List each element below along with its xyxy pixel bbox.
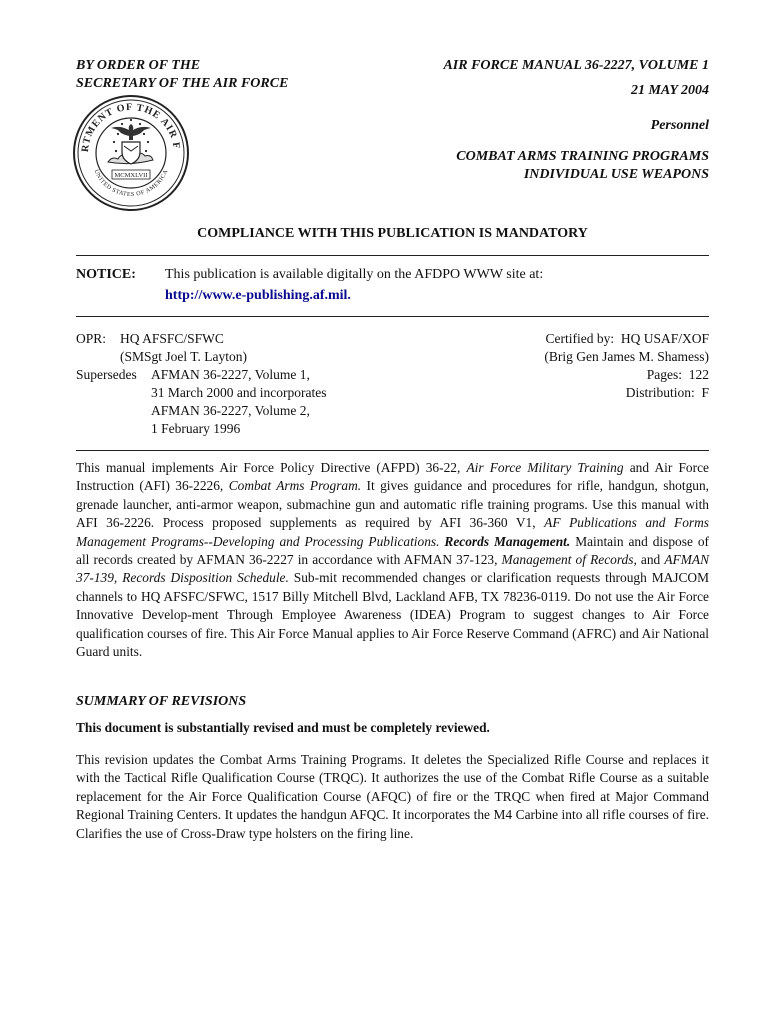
divider-1 [76,255,709,256]
svg-text:MCMXLVII: MCMXLVII [114,172,148,179]
supersedes-line-4: 1 February 1996 [151,421,241,436]
intro-disposition-schedule: AFMAN 37-139, Records Disposition Schedule. [76,552,709,586]
publication-date: 21 MAY 2004 [630,83,709,98]
intro-management-of-records: Management of Records, [501,552,637,568]
compliance-heading: COMPLIANCE WITH THIS PUBLICATION IS MANDATORY [197,226,588,241]
category: Personnel [650,118,709,133]
opr-person: (SMSgt Joel T. Layton) [120,349,247,364]
intro-publications-title: AF Publications and Forms Management Programs--Developing and Processing Publications. [76,515,709,549]
pages-label: Pages: [646,367,682,382]
supersedes-line-1: AFMAN 36-2227, Volume 1, [151,367,310,382]
svg-text:UNITED STATES OF AMERICA: UNITED STATES OF AMERICA [92,168,170,199]
intro-afi-title: Combat Arms Program. [228,478,362,494]
intro-text-2: and Air Force Instruction (AFI) 36-2226, [76,460,709,494]
by-order-line-2: SECRETARY OF THE AIR FORCE [76,76,289,91]
intro-text-1: This manual implements Air Force Policy Directive (AFPD) 36-22, [76,460,461,475]
summary-note: This document is substantially revised and must be completely reviewed. [76,720,490,735]
title-line-1: COMBAT ARMS TRAINING PROGRAMS [456,149,709,164]
intro-afpd-title: Air Force Military Training [466,460,624,475]
notice-label: NOTICE: [76,267,136,282]
intro-text-5: Maintain and dispose of all records created by AFMAN 36-2227 in accordance with AFMAN 37-123, [76,533,709,568]
intro-text-3: It gives guidance and procedures for rifle, handgun, shotgun, grenade launcher, anti-armor weapon, submachine gun and automatic rifle training programs. Use this manual with AFI 36-2226. Process proposed supplements as required by AFI 36-360 V1, [76,478,710,531]
summary-heading: SUMMARY OF REVISIONS [76,694,247,709]
certified-person: (Brig Gen James M. Shamess) [544,349,709,364]
svg-text:DEPARTMENT OF THE AIR FORCE: RTMENT OF THE AIR F [79,101,182,153]
opr-value: HQ AFSFC/SFWC [120,331,224,346]
by-order-line-1: BY ORDER OF THE [76,58,201,73]
notice-text: This publication is available digitally on the AFDPO WWW site at: [165,267,544,282]
manual-id: AIR FORCE MANUAL 36-2227, VOLUME 1 [443,58,709,73]
distribution-value: F [701,385,709,400]
afdpo-link[interactable]: http://www.e-publishing.af.mil. [165,288,351,303]
distribution-label: Distribution: [625,385,695,400]
summary-paragraph: This revision updates the Combat Arms Training Programs. It deletes the Specialized Rifle Course and replaces it with the Tactical Rifle Qualification Course (TRQC). It authorizes the use of the Combat Rifle Course as a suitable replacement for the Air Force Qualification Course (AFQC) of fire or the TRQC when fired at Major Command Regional Training Centers. It updates the handgun AFQC. It incorporates the M4 Carbine into all rifle courses of fire. Clarifies the use of Cross-Draw type holsters on the firing line. [76,752,709,841]
title-line-2: INDIVIDUAL USE WEAPONS [523,167,709,182]
air-force-seal-icon [72,94,190,212]
supersedes-line-3: AFMAN 36-2227, Volume 2, [151,403,310,418]
divider-2 [76,316,709,317]
pages-value: 122 [688,367,709,382]
intro-text-7: Sub-mit recommended changes or clarification requests through MAJCOM channels to HQ AFSFC/SFWC, 1517 Billy Mitchell Blvd, Lackland AFB, TX 78236-0119. Do not use the Air Force Innovative Develop-ment Through Employee Awareness (IDEA) Program to suggest changes to Air Force qualification courses of fire. This Air Force Manual applies to Air Force Reserve Command (AFRC) and Air National Guard units. [76,570,709,660]
certified-by [545,330,709,348]
supersedes-label: Supersedes [76,367,137,382]
intro-text-6: and [640,552,661,568]
records-management-heading: Records Management. [444,533,571,549]
opr-label: OPR: [76,331,107,346]
distribution [626,384,709,402]
certified-label: Certified by: [545,331,615,346]
supersedes-line-2: 31 March 2000 and incorporates [151,385,327,400]
pages [647,366,709,384]
intro-paragraph [76,459,709,661]
divider-3 [76,450,709,451]
certified-value: HQ USAF/XOF [620,331,709,346]
